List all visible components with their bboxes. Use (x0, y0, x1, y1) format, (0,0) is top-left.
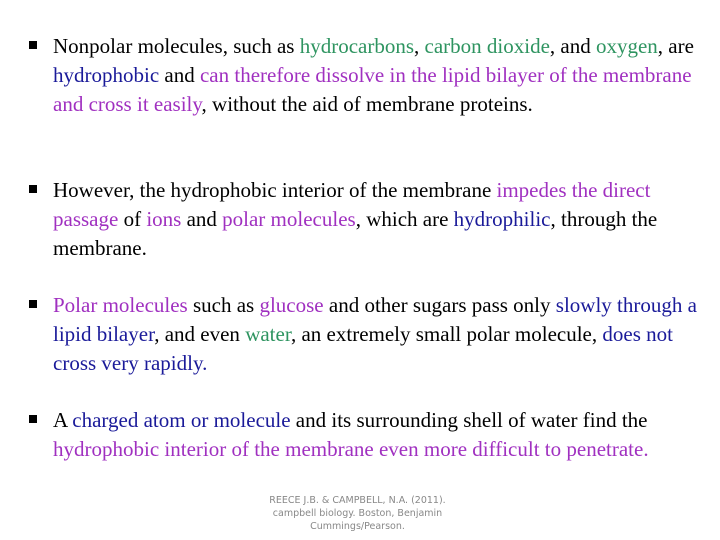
text-segment: such as (187, 293, 260, 317)
text-segment: oxygen (595, 34, 658, 58)
text-segment: , and even (154, 322, 246, 346)
text-segment: , through the membrane. (53, 207, 658, 260)
text-segment: Polar molecules (53, 293, 188, 317)
bullet-marker-icon (29, 300, 37, 308)
text-segment: slowly through a lipid bilayer (53, 293, 697, 346)
text-segment: hydrocarbons (299, 34, 415, 58)
bullet-text (53, 291, 705, 378)
bullet-marker-icon (29, 415, 37, 423)
text-segment: A (53, 408, 73, 432)
text-segment: charged atom or molecule (72, 408, 291, 432)
text-segment: does not cross very rapidly. (53, 322, 673, 375)
text-segment: water (245, 322, 291, 346)
text-segment: However, the hydrophobic interior of the membrane (53, 178, 497, 202)
bullet-text (53, 32, 705, 119)
text-segment: , (414, 34, 425, 58)
text-segment: and (159, 63, 200, 87)
text-segment: impedes the direct passage (53, 178, 651, 231)
text-segment: , which are (355, 207, 454, 231)
text-segment: , an extremely small polar molecule, (290, 322, 603, 346)
text-segment: , are (657, 34, 694, 58)
text-segment: hydrophobic interior of the membrane even more difficult to penetrate. (53, 437, 649, 461)
bullet-marker-icon (29, 41, 37, 49)
citation-line: Cummings/Pearson. (310, 521, 405, 532)
text-segment: and other sugars pass only (323, 293, 556, 317)
text-segment: Nonpolar molecules, such as (53, 34, 300, 58)
text-segment: carbon dioxide (424, 34, 550, 58)
text-segment: , without the aid of membrane proteins. (201, 92, 533, 116)
text-segment: of (118, 207, 147, 231)
text-segment: ions (146, 207, 182, 231)
citation (250, 494, 465, 533)
text-segment: and (181, 207, 223, 231)
text-segment: hydrophilic (453, 207, 551, 231)
bullet-text (53, 406, 705, 464)
citation-line: campbell biology. Boston, Benjamin (272, 508, 443, 519)
citation-line: REECE J.B. & CAMPBELL, N.A. (2011). (269, 495, 446, 506)
bullet-text (53, 176, 705, 263)
text-segment: can therefore dissolve in the lipid bilayer of the membrane and cross it easily (53, 63, 692, 116)
text-segment: , and (549, 34, 596, 58)
text-segment: and its surrounding shell of water find the (290, 408, 648, 432)
text-segment: polar molecules (222, 207, 356, 231)
text-segment: hydrophobic (53, 63, 160, 87)
bullet-marker-icon (29, 185, 37, 193)
text-segment: glucose (259, 293, 324, 317)
